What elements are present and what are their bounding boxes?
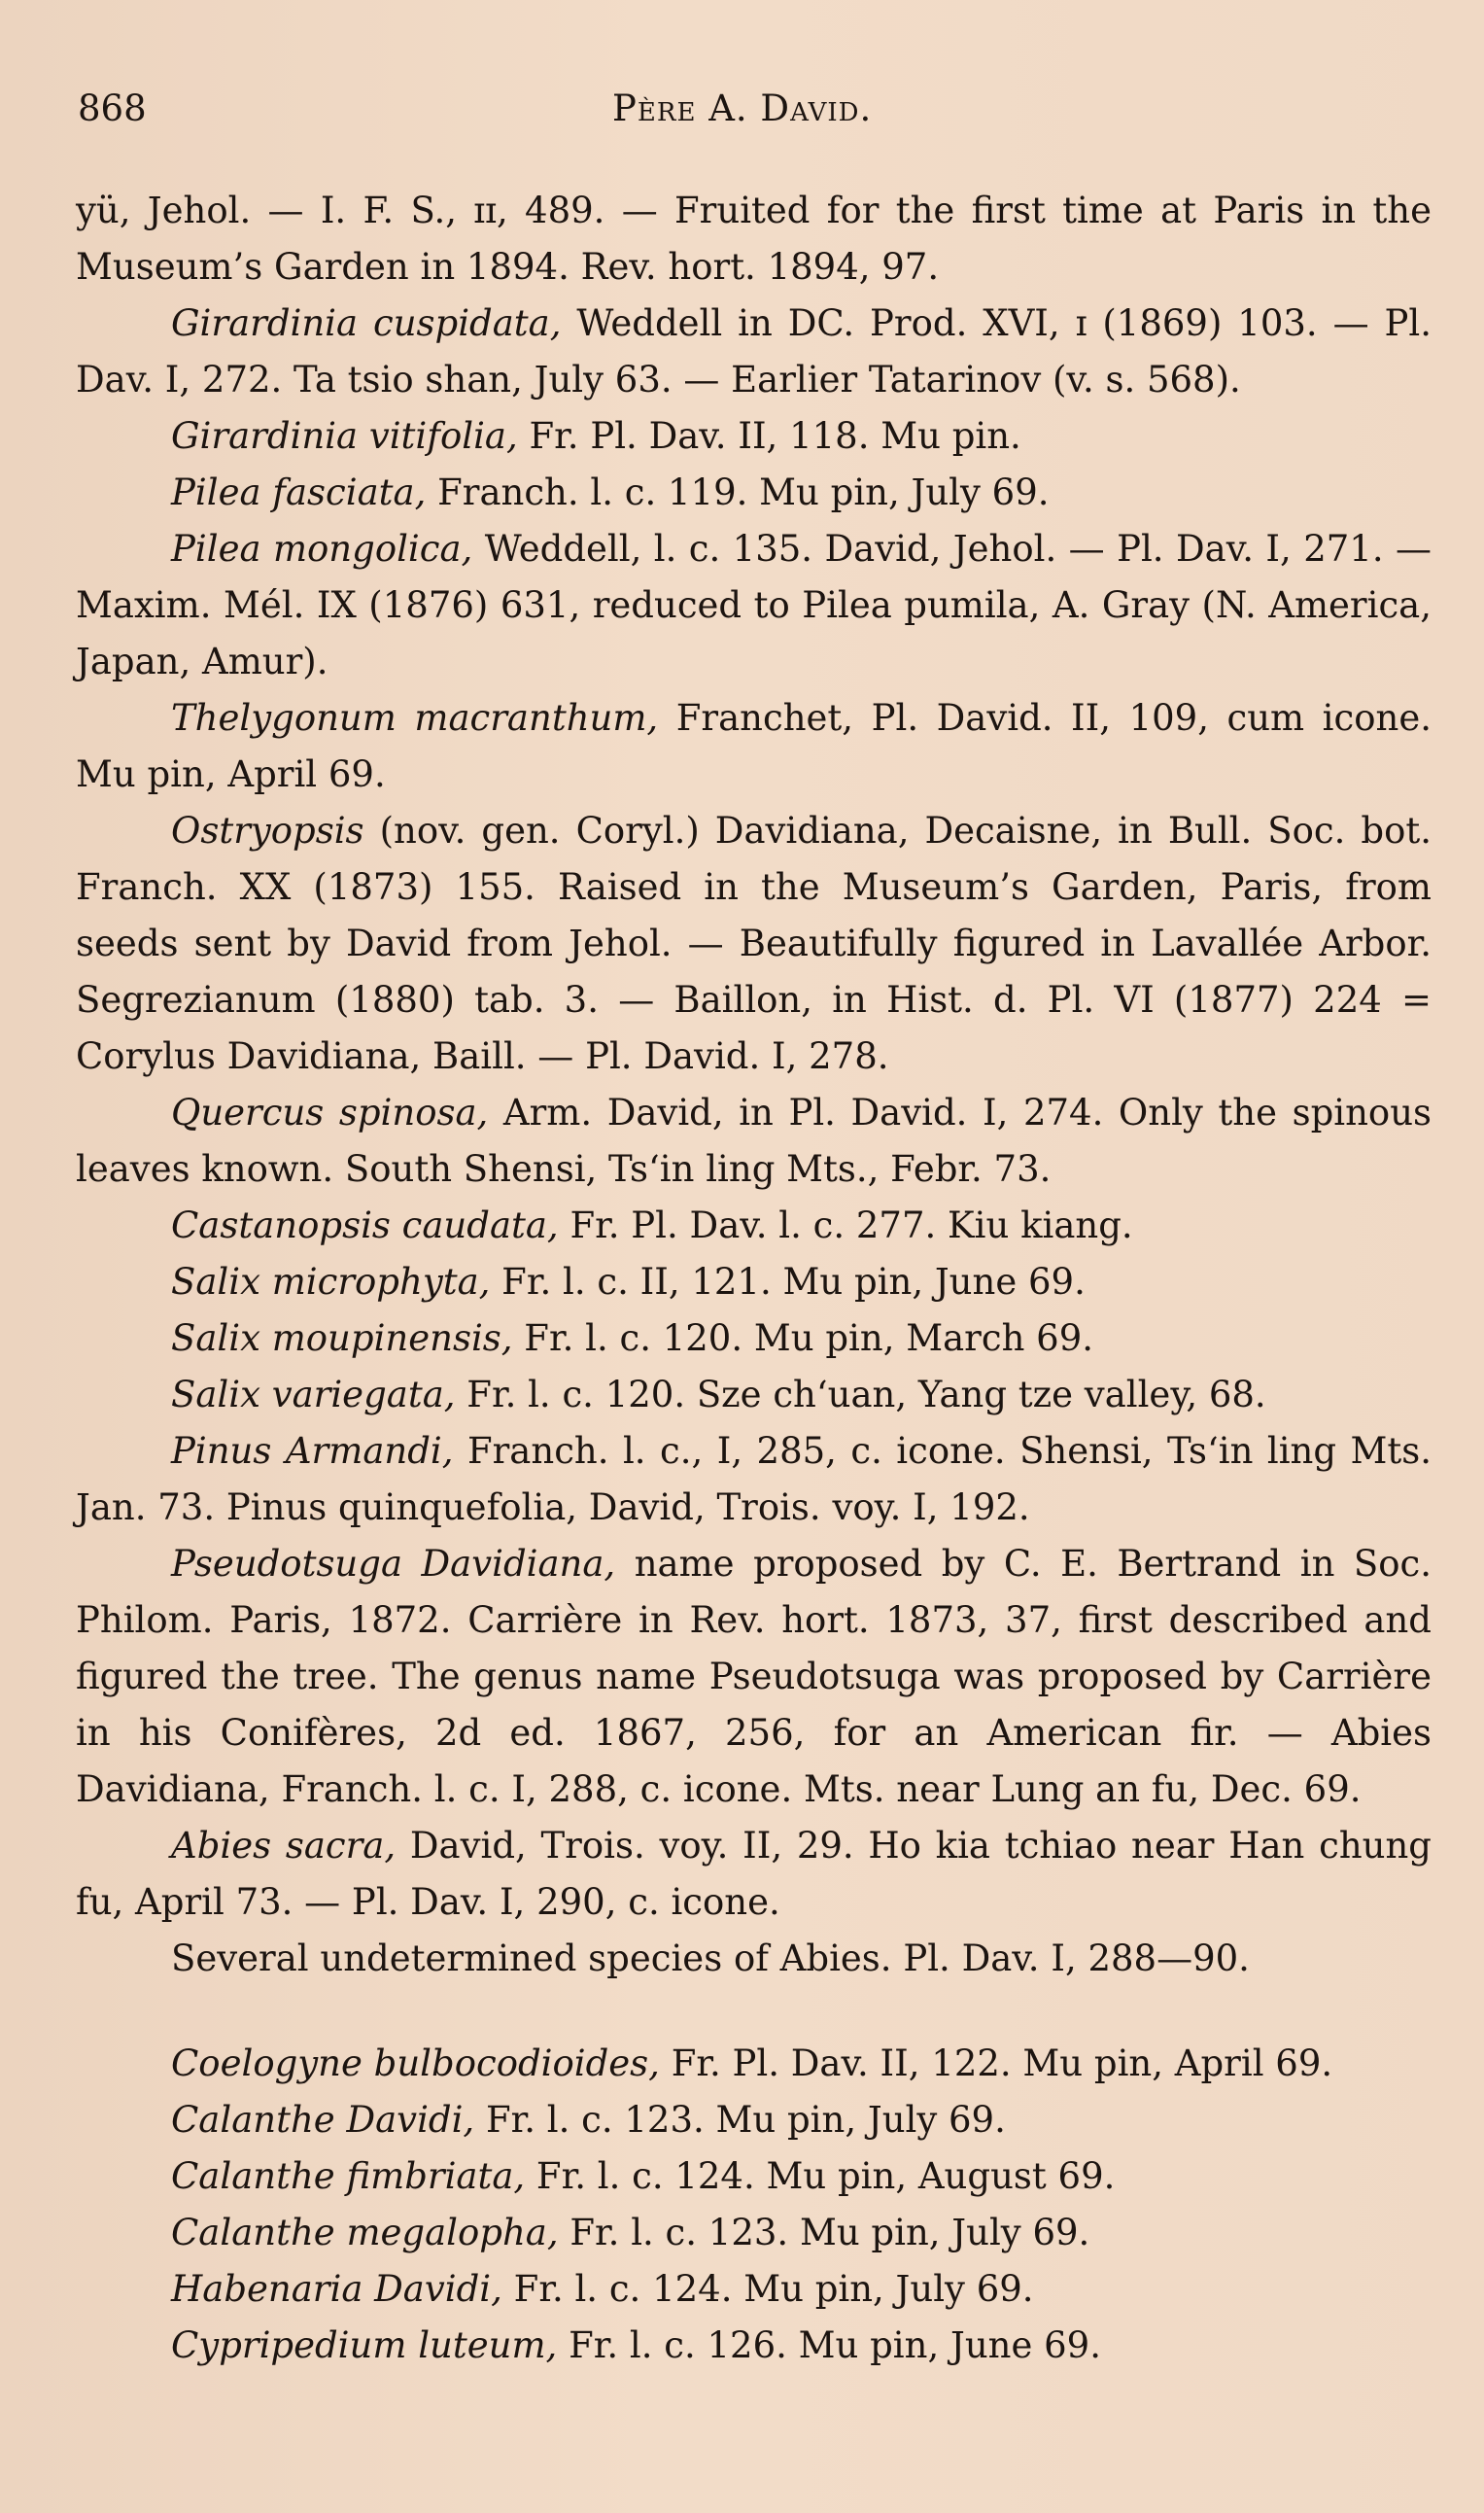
paragraph: Salix variegata, Fr. l. c. 120. Sze ch‘uan, Yang tze valley, 68. bbox=[171, 1374, 1266, 1415]
paragraph: Pseudotsuga Davidiana, name proposed by C. E. Bertrand in Soc. Philom. Paris, 1872. Carrière in Rev. hort. 1873, 37, first described and figured the tree. The genus name Pseudotsuga was proposed by Carrière in his Conifères, 2d ed. 1867, 256, for an American fir. — Abies Davidiana, Franch. l. c. I, 288, c. icone. Mts. near Lung an fu, Dec. 69. bbox=[76, 1543, 1432, 1810]
paragraph: Pinus Armandi, Franch. l. c., I, 285, c. icone. Shensi, Ts‘in ling Mts. Jan. 73. Pinus quinquefolia, David, Trois. voy. I, 192. bbox=[76, 1430, 1432, 1528]
paragraph: Girardinia vitifolia, Fr. Pl. Dav. II, 118. Mu pin. bbox=[171, 415, 1021, 457]
paragraph: Habenaria Davidi, Fr. l. c. 124. Mu pin, July 69. bbox=[171, 2268, 1034, 2310]
paragraph: Cypripedium luteum, Fr. l. c. 126. Mu pin, June 69. bbox=[171, 2324, 1101, 2366]
paragraph: Castanopsis caudata, Fr. Pl. Dav. l. c. 277. Kiu kiang. bbox=[171, 1204, 1133, 1246]
paragraph: Several undetermined species of Abies. Pl. Dav. I, 288—90. bbox=[171, 1937, 1250, 1979]
paragraph: Ostryopsis (nov. gen. Coryl.) Davidiana, Decaisne, in Bull. Soc. bot. Franch. XX (1873) 155. Raised in the Museum’s Garden, Paris, from seeds sent by David from Jehol. — Beautifully figured in Lavallée Arbor. Segrezianum (1880) tab. 3. — Baillon, in Hist. d. Pl. VI (1877) 224 = Corylus Davidiana, Baill. — Pl. David. I, 278. bbox=[76, 810, 1432, 1077]
paragraph: Calanthe Davidi, Fr. l. c. 123. Mu pin, July 69. bbox=[171, 2099, 1006, 2141]
body-text bbox=[76, 183, 1432, 2374]
paragraph: Salix microphyta, Fr. l. c. II, 121. Mu pin, June 69. bbox=[171, 1261, 1086, 1303]
paragraph: Pilea mongolica, Weddell, l. c. 135. David, Jehol. — Pl. Dav. I, 271. — Maxim. Mél. IX (1876) 631, reduced to Pilea pumila, A. Gray (N. America, Japan, Amur). bbox=[76, 528, 1432, 682]
paragraph: Calanthe megalopha, Fr. l. c. 123. Mu pin, July 69. bbox=[171, 2212, 1090, 2253]
paragraph: Coelogyne bulbocodioides, Fr. Pl. Dav. II, 122. Mu pin, April 69. bbox=[171, 2042, 1333, 2084]
paragraph: yü, Jehol. — I. F. S., ɪɪ, 489. — Fruited for the first time at Paris in the Museum’s Garden in 1894. Rev. hort. 1894, 97. bbox=[76, 190, 1432, 288]
running-head: Père A. David. bbox=[612, 87, 873, 129]
section-gap bbox=[76, 1987, 1432, 2036]
paragraph: Abies sacra, David, Trois. voy. II, 29. Ho kia tchiao near Han chung fu, April 73. — Pl. Dav. I, 290, c. icone. bbox=[76, 1825, 1432, 1923]
page-number: 868 bbox=[78, 87, 147, 129]
paragraph: Pilea fasciata, Franch. l. c. 119. Mu pin, July 69. bbox=[171, 471, 1050, 513]
paragraph: Salix moupinensis, Fr. l. c. 120. Mu pin, March 69. bbox=[171, 1317, 1094, 1359]
paragraph: Calanthe fimbriata, Fr. l. c. 124. Mu pin, August 69. bbox=[171, 2155, 1116, 2197]
page-header bbox=[78, 87, 1458, 136]
paragraph: Quercus spinosa, Arm. David, in Pl. David. I, 274. Only the spinous leaves known. South Shensi, Ts‘in ling Mts., Febr. 73. bbox=[76, 1092, 1432, 1190]
paragraph: Thelygonum macranthum, Franchet, Pl. David. II, 109, cum icone. Mu pin, April 69. bbox=[76, 697, 1432, 795]
paragraph: Girardinia cuspidata, Weddell in DC. Prod. XVI, ɪ (1869) 103. — Pl. Dav. I, 272. Ta tsio shan, July 63. — Earlier Tatarinov (v. s. 568). bbox=[76, 302, 1432, 401]
